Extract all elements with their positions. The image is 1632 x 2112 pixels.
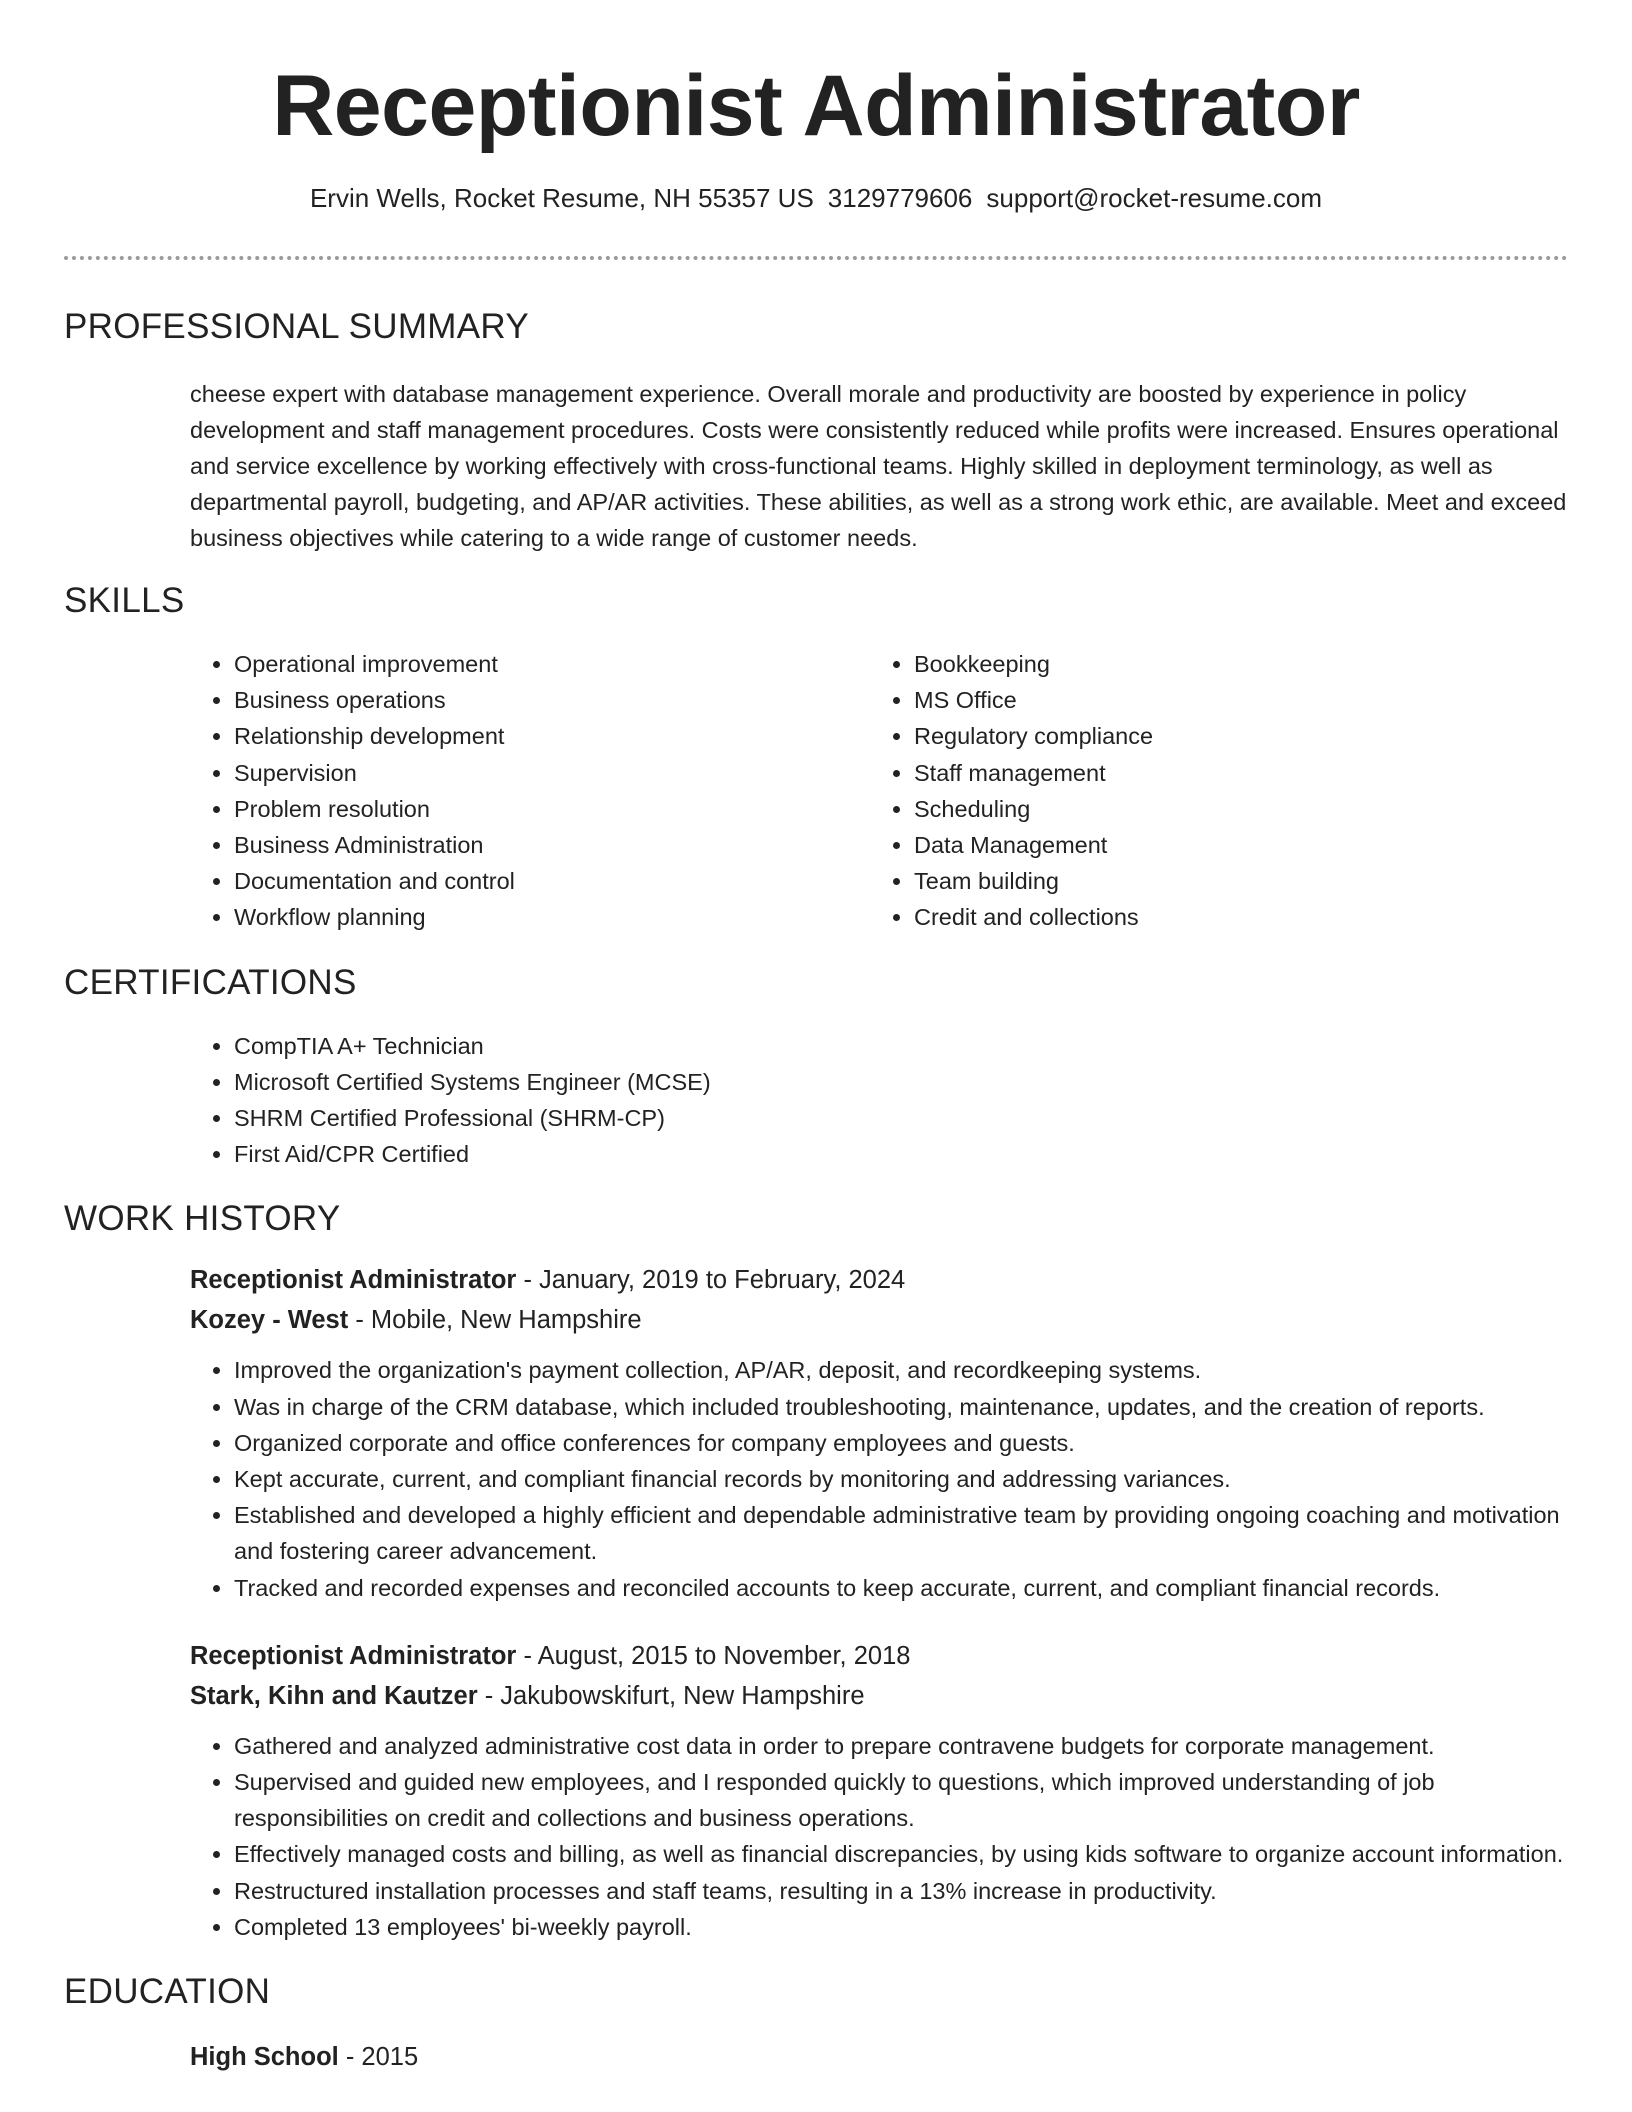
skills-column-right — [870, 646, 1550, 936]
certification-item: • CompTIA A+ Technician — [234, 1028, 1568, 1064]
skill-item: • Supervision — [234, 755, 870, 791]
job-bullet: • Tracked and recorded expenses and reconciled accounts to keep accurate, current, and compliant financial records. — [234, 1570, 1568, 1606]
skills-grid — [190, 646, 1568, 936]
job-role: Receptionist Administrator — [190, 1641, 517, 1670]
skill-item: • Bookkeeping — [914, 646, 1550, 682]
job-bullet: • Improved the organization's payment collection, AP/AR, deposit, and recordkeeping systems. — [234, 1352, 1568, 1388]
job-entry — [190, 1260, 1568, 1605]
resume-title: Receptionist Administrator — [272, 58, 1360, 154]
job-entry — [190, 1636, 1568, 1945]
job-bullet: • Was in charge of the CRM database, which included troubleshooting, maintenance, updates, and the creation of reports. — [234, 1389, 1568, 1425]
job-bullet: • Supervised and guided new employees, and I responded quickly to questions, which improved understanding of job responsibilities on credit and collections and business operations. — [234, 1764, 1568, 1836]
header-divider — [64, 256, 1568, 260]
summary-heading: PROFESSIONAL SUMMARY — [64, 307, 529, 346]
job-bullet: • Restructured installation processes and staff teams, resulting in a 13% increase in productivity. — [234, 1873, 1568, 1909]
skills-column-left — [190, 646, 870, 936]
resume-page — [64, 0, 1568, 2077]
job-bullet: • Kept accurate, current, and compliant financial records by monitoring and addressing variances. — [234, 1461, 1568, 1497]
job-location: - Mobile, New Hampshire — [348, 1306, 642, 1335]
contact-line — [64, 182, 1568, 214]
skill-item: • Team building — [914, 863, 1550, 899]
job-bullet: • Completed 13 employees' bi-weekly payroll. — [234, 1909, 1568, 1945]
certification-item: • First Aid/CPR Certified — [234, 1136, 1568, 1172]
education-year: - 2015 — [338, 2043, 419, 2072]
certifications-heading: CERTIFICATIONS — [64, 962, 357, 1002]
job-location: - Jakubowskifurt, New Hampshire — [477, 1681, 865, 1710]
job-dates: - August, 2015 to November, 2018 — [516, 1641, 911, 1670]
skill-item: • Business operations — [234, 682, 870, 718]
job-bullet: • Gathered and analyzed administrative cost data in order to prepare contravene budgets for corporate management. — [234, 1728, 1568, 1764]
job-company-line — [190, 1300, 1568, 1340]
skill-item: • Relationship development — [234, 718, 870, 754]
skill-item: • Regulatory compliance — [914, 718, 1550, 754]
job-bullets — [190, 1728, 1568, 1945]
job-bullet: • Organized corporate and office conferences for company employees and guests. — [234, 1425, 1568, 1461]
job-title-line — [190, 1260, 1568, 1300]
certifications-list — [190, 1028, 1568, 1173]
job-company: Stark, Kihn and Kautzer — [190, 1681, 478, 1710]
contact-address: Ervin Wells, Rocket Resume, NH 55357 US — [309, 183, 814, 213]
skill-item: • Operational improvement — [234, 646, 870, 682]
job-company: Kozey - West — [190, 1306, 349, 1335]
skill-item: • Scheduling — [914, 791, 1550, 827]
certification-item: • SHRM Certified Professional (SHRM-CP) — [234, 1100, 1568, 1136]
job-role: Receptionist Administrator — [190, 1266, 517, 1295]
summary-text: cheese expert with database management experience. Overall morale and productivity are boosted by experience in policy development and staff management procedures. Costs were consistently reduced while profits were increased. Ensures operational and service excellence by working effectively with cross-functional teams. Highly skilled in deployment terminology, as well as departmental payroll, budgeting, and AP/AR activities. These abilities, as well as a strong work ethic, are available. Meet and exceed business objectives while catering to a wide range of customer needs. — [190, 381, 1567, 551]
education-entry — [190, 2037, 1568, 2077]
certification-item: • Microsoft Certified Systems Engineer (MCSE) — [234, 1064, 1568, 1100]
job-bullet: • Effectively managed costs and billing, as well as financial discrepancies, by using kids software to organize account information. — [234, 1836, 1568, 1872]
skill-item: • Documentation and control — [234, 863, 870, 899]
job-bullet: • Established and developed a highly efficient and dependable administrative team by providing ongoing coaching and motivation and fostering career advancement. — [234, 1497, 1568, 1569]
job-bullets — [190, 1352, 1568, 1605]
contact-phone: 3129779606 — [827, 183, 973, 213]
skill-item: • Business Administration — [234, 827, 870, 863]
skill-item: • Data Management — [914, 827, 1550, 863]
work-history-heading: WORK HISTORY — [64, 1199, 341, 1239]
education-degree: High School — [190, 2043, 339, 2072]
education-heading: EDUCATION — [64, 1972, 271, 2012]
skill-item: • Credit and collections — [914, 899, 1550, 935]
skill-item: • MS Office — [914, 682, 1550, 718]
job-title-line — [190, 1636, 1568, 1676]
contact-email[interactable]: support@rocket-resume.com — [986, 183, 1323, 213]
skill-item: • Staff management — [914, 755, 1550, 791]
job-dates: - January, 2019 to February, 2024 — [516, 1266, 906, 1295]
skill-item: • Problem resolution — [234, 791, 870, 827]
skill-item: • Workflow planning — [234, 899, 870, 935]
education-line — [190, 2037, 1568, 2077]
job-company-line — [190, 1676, 1568, 1716]
skills-heading: SKILLS — [64, 581, 185, 620]
